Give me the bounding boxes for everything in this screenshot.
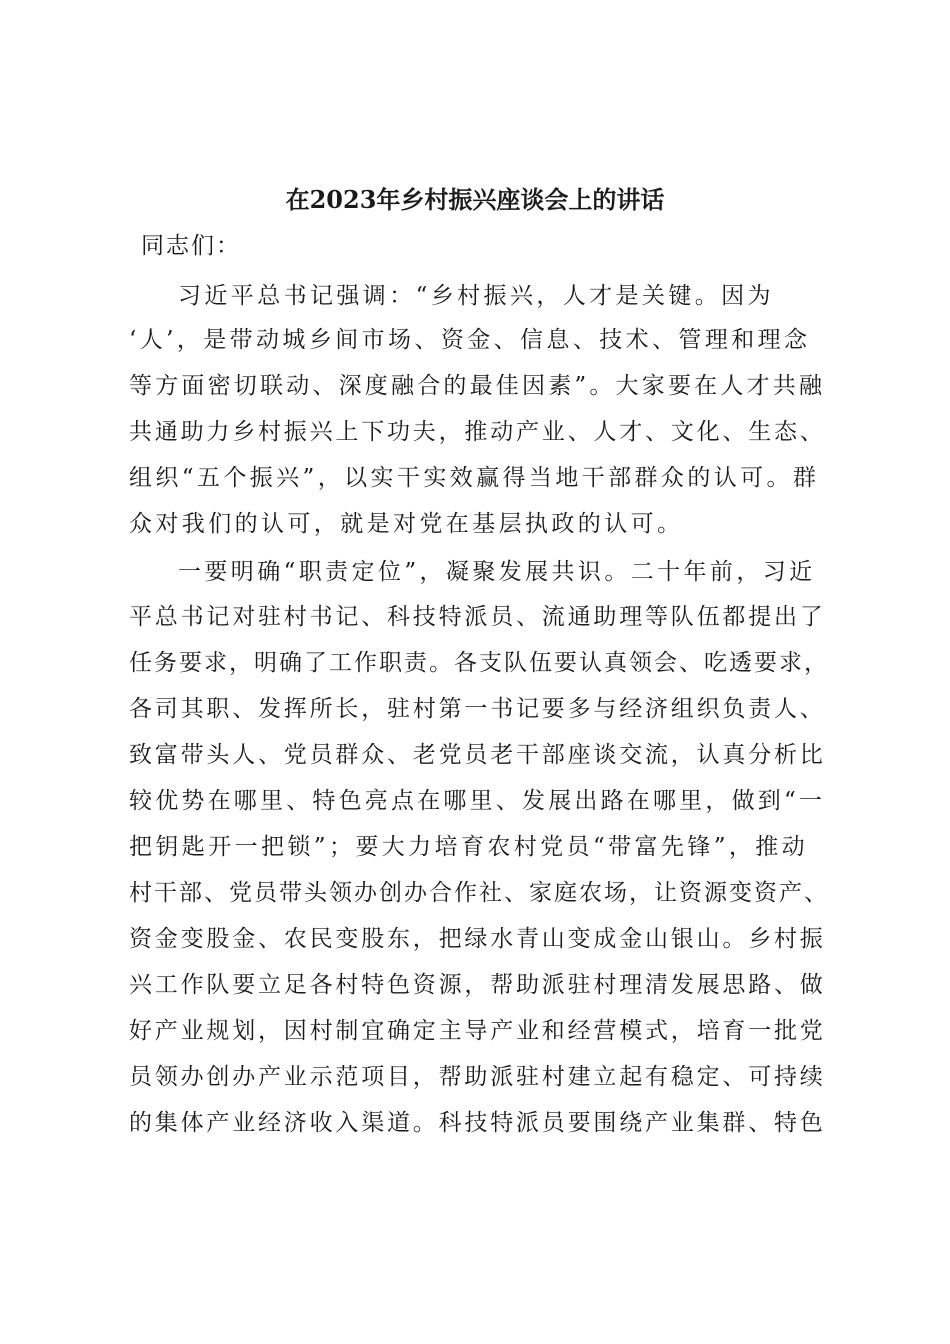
paragraph-line: 习近平总书记强调：“乡村振兴，人才是关键。因为 <box>178 283 774 309</box>
paragraph-line: 把钥匙开一把锁”；要大力培育农村党员“带富先锋”，推动 <box>129 834 809 860</box>
paragraph-line: 一要明确“职责定位”，凝聚发展共识。二十年前，习近 <box>178 559 816 585</box>
paragraph-line: 村干部、党员带头领办创办合作社、家庭农场，让资源变资产、 <box>129 880 829 906</box>
paragraph-line: 员领办创办产业示范项目，帮助派驻村建立起有稳定、可持续 <box>129 1064 826 1090</box>
paragraph-line: 的集体产业经济收入渠道。科技特派员要围绕产业集群、特色 <box>129 1110 826 1136</box>
paragraph-line: 平总书记对驻村书记、科技特派员、流通助理等队伍都提出了 <box>129 604 826 630</box>
paragraph-line: ‘人’，是带动城乡间市场、资金、信息、技术、管理和理念 <box>129 327 811 353</box>
paragraph-line: 组织“五个振兴”，以实干实效赢得当地干部群众的认可。群 <box>129 465 820 491</box>
paragraph-line: 等方面密切联动、深度融合的最佳因素”。大家要在人才共融 <box>129 373 826 399</box>
paragraph-line: 资金变股金、农民变股东，把绿水青山变成金山银山。乡村振 <box>129 926 826 952</box>
paragraph-line: 众对我们的认可，就是对党在基层执政的认可。 <box>129 511 684 537</box>
paragraph-line: 共通助力乡村振兴上下功夫，推动产业、人才、文化、生态、 <box>129 419 826 445</box>
paragraph-line: 各司其职、发挥所长，驻村第一书记要多与经济组织负责人、 <box>129 696 826 722</box>
paragraph-line: 好产业规划，因村制宜确定主导产业和经营模式，培育一批党 <box>129 1018 826 1044</box>
paragraph-line: 致富带头人、党员群众、老党员老干部座谈交流，认真分析比 <box>129 742 826 768</box>
document-title: 在2023年乡村振兴座谈会上的讲话 <box>285 185 665 214</box>
paragraph-line: 任务要求，明确了工作职责。各支队伍要认真领会、吃透要求， <box>129 650 829 676</box>
salutation: 同志们： <box>141 233 241 259</box>
paragraph-line: 兴工作队要立足各村特色资源，帮助派驻村理清发展思路、做 <box>129 972 826 998</box>
paragraph-line: 较优势在哪里、特色亮点在哪里、发展出路在哪里，做到“一 <box>129 788 826 814</box>
